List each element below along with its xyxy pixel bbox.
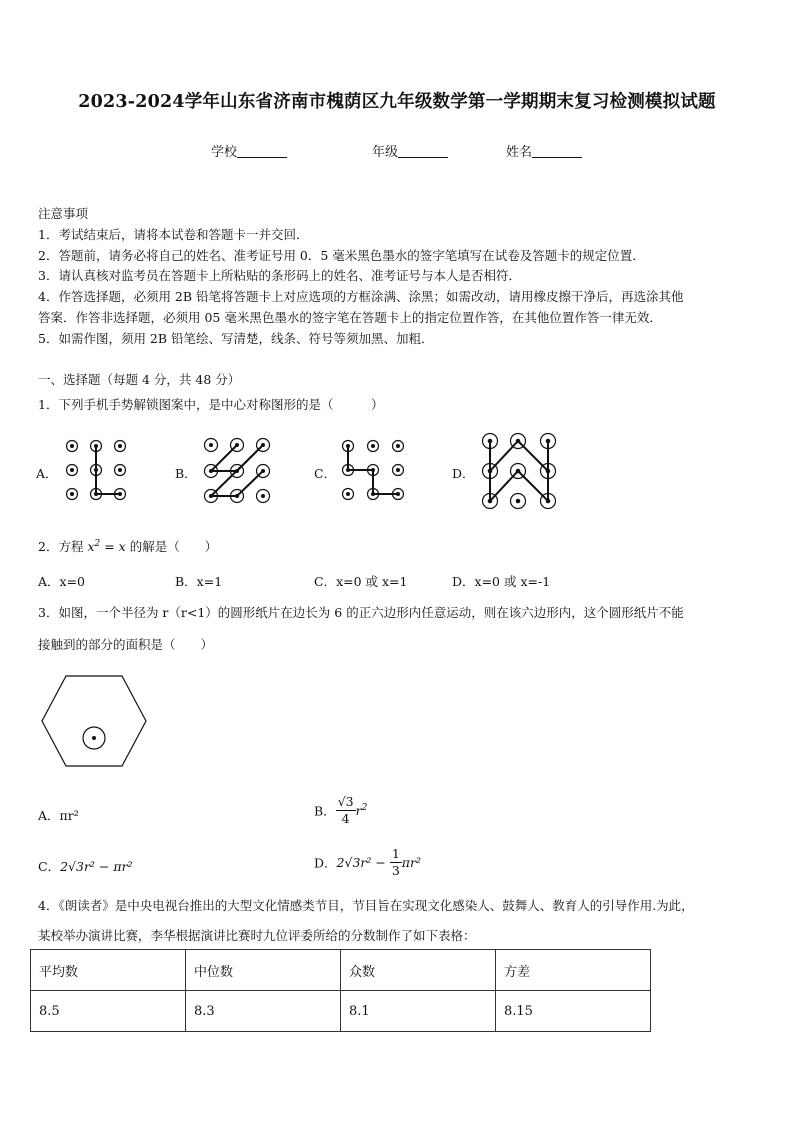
notice-item: 5．如需作图，须用 2B 铅笔绘、写清楚，线条、符号等须加黑、加粗． xyxy=(38,331,434,346)
q3-label-c: C． xyxy=(38,859,61,874)
table-header-row xyxy=(31,950,651,991)
grade-field xyxy=(372,141,448,160)
q3-option-d-pre: 2√3r² − xyxy=(336,855,390,870)
grade-label: 年级 xyxy=(372,145,399,160)
table-cell: 8.1 xyxy=(341,991,496,1032)
pattern-d-figure xyxy=(476,428,560,512)
q2-equation: $x^2 = x$ xyxy=(87,538,126,554)
notice-item: 1．考试结束后，请将本试卷和答题卡一并交回． xyxy=(38,227,309,242)
table-row xyxy=(31,991,651,1032)
table-header-cell: 众数 xyxy=(341,950,496,991)
notice-item: 答案．作答非选择题，必须用 05 毫米黑色墨水的签字笔在答题卡上的指定位置作答，在其他位置作答一律无效． xyxy=(38,310,662,325)
q3-label-d: D． xyxy=(314,855,337,871)
q3-option-b-fraction xyxy=(336,794,356,827)
q3-option-d-fraction xyxy=(390,846,402,879)
name-field xyxy=(506,141,582,160)
pattern-b-figure xyxy=(198,434,278,506)
notice-item: 2．答题前，请务必将自己的姓名、准考证号用 0．5 毫米黑色墨水的签字笔填写在试卷及答题卡的规定位置． xyxy=(38,248,645,263)
score-table xyxy=(30,949,651,1032)
name-blank xyxy=(532,145,582,158)
q2-stem-prefix: 2．方程 xyxy=(38,539,88,554)
q3-stem-line1: 3．如图，一个半径为 r（r<1）的圆形纸片在边长为 6 的正六边形内任意运动，则在该六边形内，这个圆形纸片不能 xyxy=(38,605,684,620)
q2-option-a: A．x=0 xyxy=(38,574,86,589)
table-header-cell: 方差 xyxy=(496,950,651,991)
section-heading: 一、选择题（每题 4 分，共 48 分） xyxy=(38,372,241,387)
school-label: 学校 xyxy=(211,145,238,160)
q2-stem xyxy=(38,537,217,555)
q1-label-c: C． xyxy=(314,466,337,481)
q3-option-d xyxy=(314,846,421,879)
q1-stem: 1．下列手机手势解锁图案中，是中心对称图形的是（ ） xyxy=(38,397,384,412)
pattern-a-figure xyxy=(60,436,140,506)
hexagon-figure xyxy=(38,674,150,770)
notice-heading: 注意事项 xyxy=(38,206,89,221)
exam-title: 2023-2024学年山东省济南市槐荫区九年级数学第一学期期末复习检测模拟试题 xyxy=(78,92,716,112)
fraction-denominator: 3 xyxy=(391,863,400,878)
fraction-denominator: 4 xyxy=(341,811,350,826)
name-label: 姓名 xyxy=(506,145,533,160)
q3-label-a: A． xyxy=(38,808,60,823)
q2-option-c: C．x=0 或 x=1 xyxy=(314,574,408,589)
table-cell: 8.3 xyxy=(186,991,341,1032)
pattern-c-figure xyxy=(338,436,418,506)
table-cell: 8.5 xyxy=(31,991,186,1032)
q3-option-b: B． $\frac{√3}{4}$ $r^2$ xyxy=(314,794,368,826)
q3-option-d-post: πr² xyxy=(401,855,421,870)
table-header-cell: 中位数 xyxy=(186,950,341,991)
q3-stem-line2: 接触到的部分的面积是（ ） xyxy=(38,637,214,652)
table-header-cell: 平均数 xyxy=(31,950,186,991)
q2-option-d: D．x=0 或 x=-1 xyxy=(452,574,551,589)
q3-option-a-value: πr² xyxy=(59,808,79,823)
school-field xyxy=(211,141,287,160)
q4-stem-line2: 某校举办演讲比赛，李华根据演讲比赛时九位评委所给的分数制作了如下表格： xyxy=(38,928,476,943)
q2-option-b: B．x=1 xyxy=(175,574,223,589)
q4-stem-line1: 4．《朗读者》是中央电视台推出的大型文化情感类节目，节目旨在实现文化感染人、鼓舞人、教育人的引导作用.为此， xyxy=(38,898,694,913)
q2-stem-suffix: 的解是（ ） xyxy=(125,539,218,554)
notice-item: 3．请认真核对监考员在答题卡上所粘贴的条形码上的姓名、准考证号与本人是否相符． xyxy=(38,268,521,283)
q3-option-a xyxy=(38,806,79,824)
q1-label-d: D． xyxy=(452,466,475,481)
q3-option-c-value: 2√3r² − πr² xyxy=(60,859,133,874)
school-blank xyxy=(237,145,287,158)
fraction-numerator: 1 xyxy=(391,846,400,861)
q1-label-a: A． xyxy=(36,466,58,481)
notice-item: 4．作答选择题，必须用 2B 铅笔将答题卡上对应选项的方框涂满、涂黑；如需改动，请用橡皮擦干净后，再选涂其他 xyxy=(38,289,684,304)
grade-blank xyxy=(398,145,448,158)
q1-label-b: B． xyxy=(175,466,197,481)
q3-option-c xyxy=(38,857,133,875)
fraction-numerator: √3 xyxy=(337,794,354,809)
table-cell: 8.15 xyxy=(496,991,651,1032)
q3-label-b: B． xyxy=(314,803,336,819)
